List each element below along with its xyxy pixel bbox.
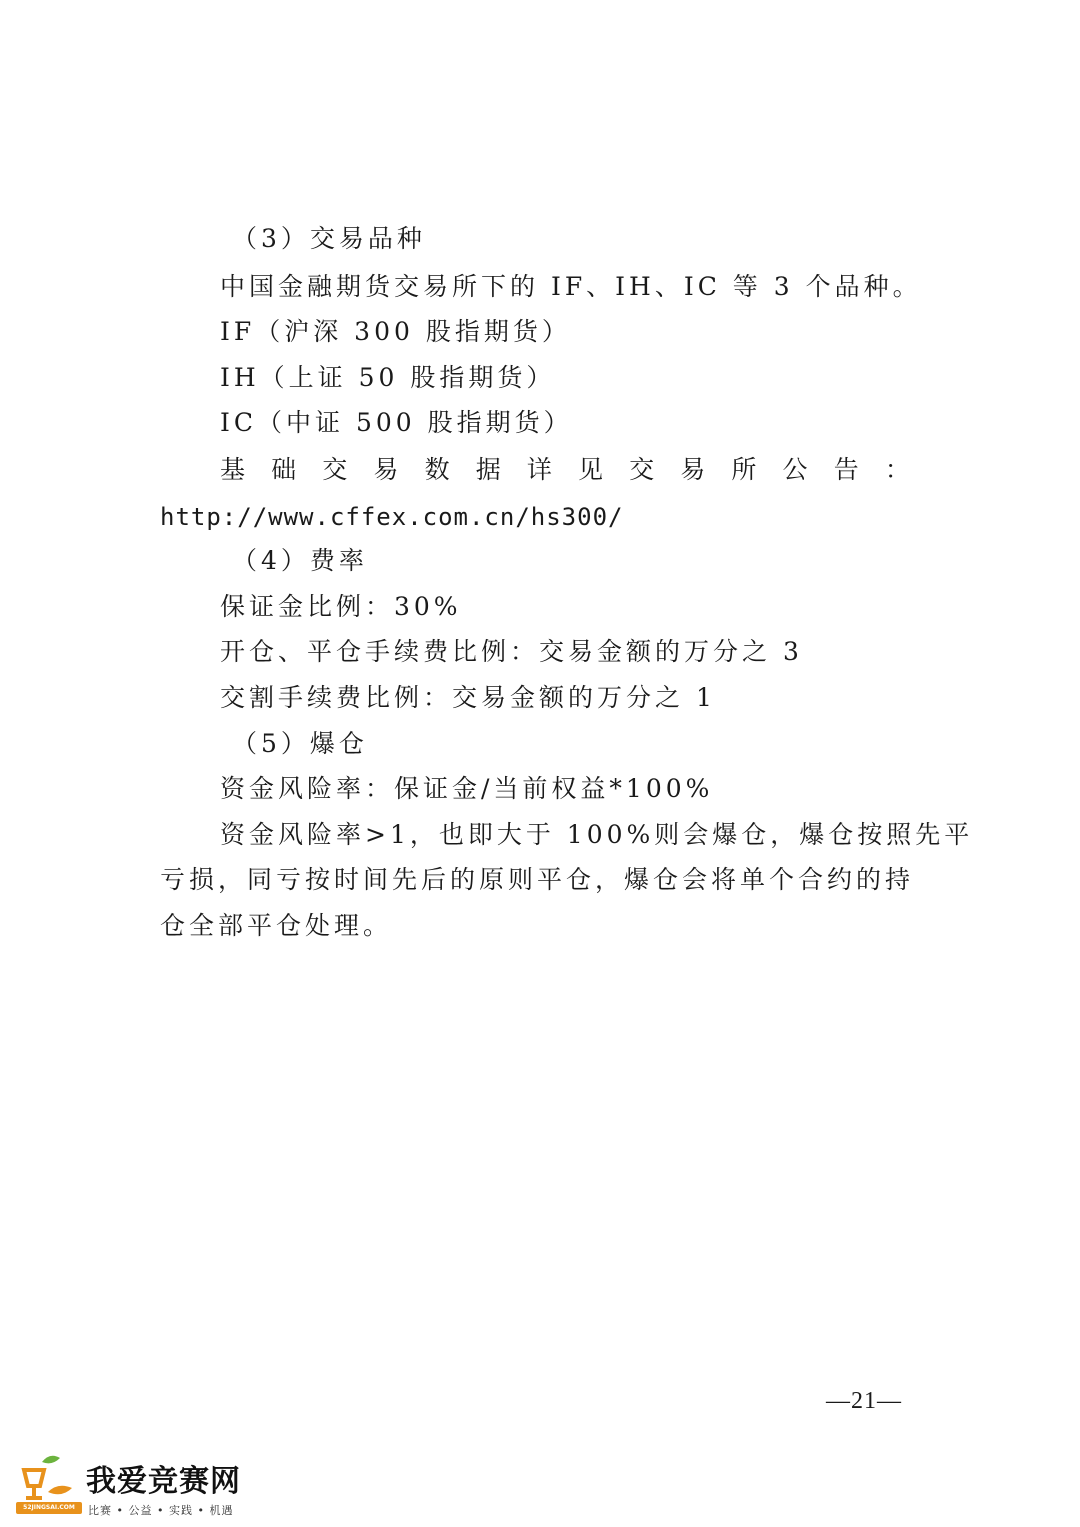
section-3-heading: （3）交易品种 — [232, 224, 426, 253]
reference-label-char: ： — [884, 455, 910, 484]
open-close-fee-text: 开仓、平仓手续费比例：交易金额的万分之 3 — [220, 637, 803, 666]
reference-label-char: 告 — [833, 455, 859, 484]
reference-label-char: 易 — [373, 455, 399, 484]
liquidation-rule-line-3: 仓全部平仓处理。 — [160, 911, 393, 940]
section-4-heading: （4）费率 — [232, 546, 368, 575]
section-3-intro: 中国金融期货交易所下的 IF、IH、IC 等 3 个品种。 — [220, 272, 922, 301]
product-item-if: IF（沪深 300 股指期货） — [220, 317, 571, 346]
reference-label-char: 据 — [475, 455, 501, 484]
risk-formula-text: 资金风险率：保证金/当前权益*100% — [220, 774, 714, 803]
delivery-fee-text: 交割手续费比例：交易金额的万分之 1 — [220, 683, 716, 712]
logo-tagline: 比赛 • 公益 • 实践 • 机遇 — [88, 1504, 234, 1517]
reference-label-char: 基 — [220, 455, 246, 484]
logo-title: 我爱竞赛网 — [86, 1464, 241, 1499]
margin-ratio-text: 保证金比例：30% — [220, 592, 462, 621]
product-item-ih: IH（上证 50 股指期货） — [220, 363, 556, 392]
product-item-ic: IC（中证 500 股指期货） — [220, 408, 573, 437]
reference-label-char: 详 — [526, 455, 552, 484]
reference-label-char: 易 — [680, 455, 706, 484]
reference-label-char: 所 — [731, 455, 757, 484]
reference-label — [220, 453, 910, 487]
reference-label-char: 见 — [577, 455, 603, 484]
reference-label-char: 数 — [424, 455, 450, 484]
reference-label-char: 础 — [271, 455, 297, 484]
section-5-heading: （5）爆仓 — [232, 729, 368, 758]
liquidation-rule-line-1: 资金风险率>1，也即大于 100%则会爆仓，爆仓按照先平 — [220, 820, 974, 849]
logo-domain-badge: 52JINGSAI.COM — [16, 1502, 82, 1514]
reference-label-char: 公 — [782, 455, 808, 484]
reference-url: http://www.cffex.com.cn/hs300/ — [160, 503, 624, 531]
reference-label-char: 交 — [322, 455, 348, 484]
reference-label-char: 交 — [629, 455, 655, 484]
site-watermark-logo — [14, 1452, 274, 1522]
liquidation-rule-line-2: 亏损，同亏按时间先后的原则平仓，爆仓会将单个合约的持 — [160, 865, 915, 894]
page-number: —21— — [826, 1388, 902, 1414]
